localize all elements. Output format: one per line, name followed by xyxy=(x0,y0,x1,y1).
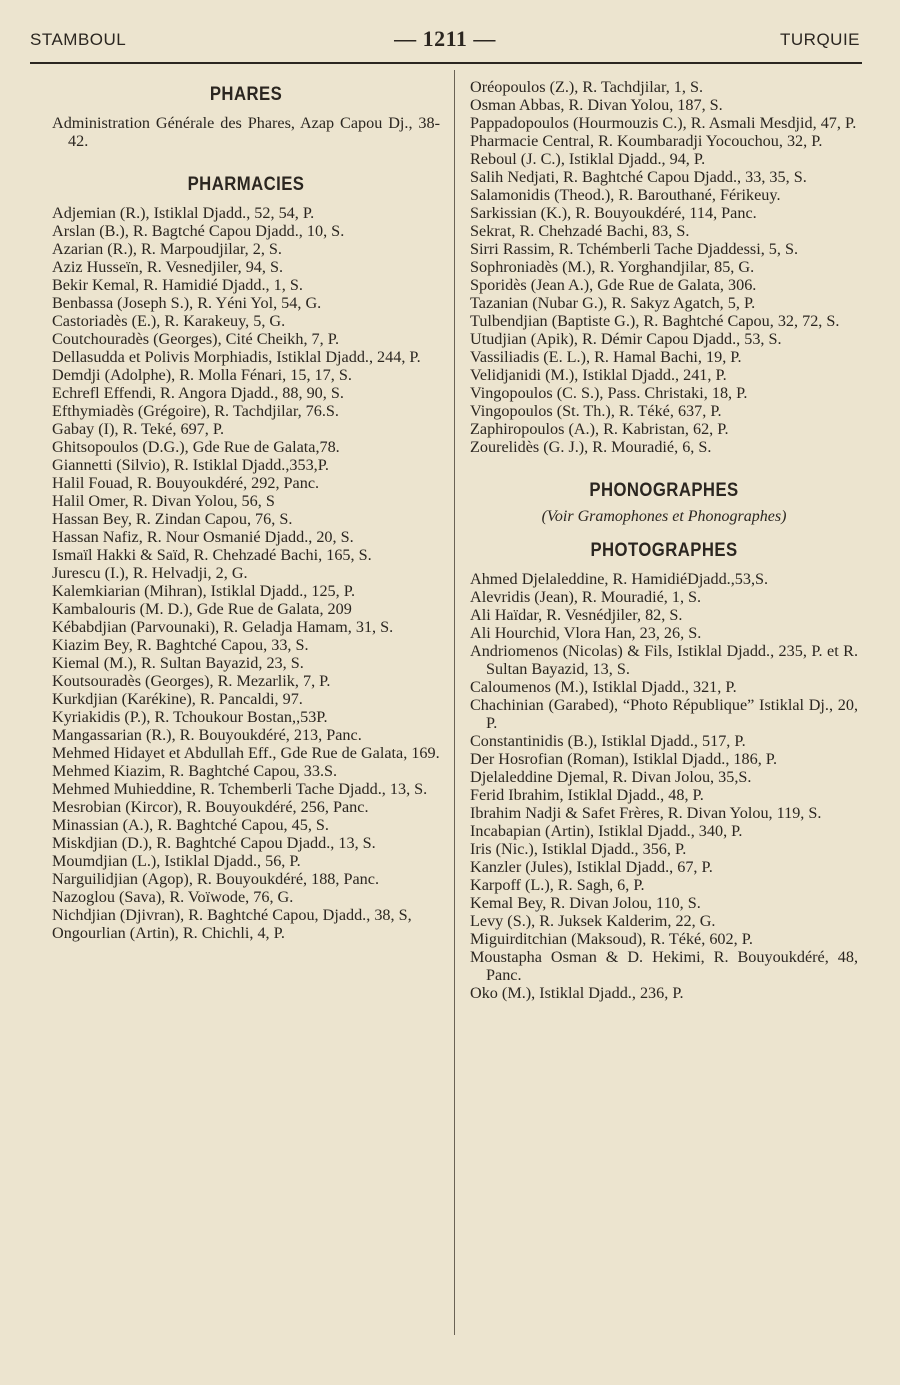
listing-entry: Iris (Nic.), Istiklal Djadd., 356, P. xyxy=(470,840,687,858)
phares-list xyxy=(52,114,440,150)
listing-entry: Nazoglou (Sava), R. Voïwode, 76, G. xyxy=(52,888,294,906)
listing-entry: Kambalouris (M. D.), Gde Rue de Galata, 209 xyxy=(52,600,352,618)
listing-entry: Dellasudda et Polivis Morphiadis, Istiklal Djadd., 244, P. xyxy=(52,348,421,366)
listing-entry: Sarkissian (K.), R. Bouyoukdéré, 114, Panc. xyxy=(470,204,757,222)
page-number: — 1211 — xyxy=(394,26,496,51)
listing-entry: Ferid Ibrahim, Istiklal Djadd., 48, P. xyxy=(470,786,704,804)
listing-entry: Administration Générale des Phares, Azap Capou Dj., 38-42. xyxy=(52,114,440,150)
listing-entry: Levy (S.), R. Juksek Kalderim, 22, G. xyxy=(470,912,716,930)
listing-entry: Reboul (J. C.), Istiklal Djadd., 94, P. xyxy=(470,150,706,168)
listing-entry: Mehmed Hidayet et Abdullah Eff., Gde Rue de Galata, 169. xyxy=(52,744,440,762)
listing-entry: Castoriadès (E.), R. Karakeuy, 5, G. xyxy=(52,312,286,330)
listing-entry: Osman Abbas, R. Divan Yolou, 187, S. xyxy=(470,96,723,114)
listing-entry: Aziz Husseïn, R. Vesnedjiler, 94, S. xyxy=(52,258,284,276)
listing-entry: Minassian (A.), R. Baghtché Capou, 45, S. xyxy=(52,816,329,834)
listing-entry: Moustapha Osman & D. Hekimi, R. Bouyoukdéré, 48, Panc. xyxy=(470,948,858,984)
listing-entry: Azarian (R.), R. Marpoudjilar, 2, S. xyxy=(52,240,282,258)
section-heading-photographes: PHOTOGRAPHES xyxy=(590,540,738,561)
listing-entry: Vassiliadis (E. L.), R. Hamal Bachi, 19, P. xyxy=(470,348,742,366)
running-head xyxy=(30,26,860,56)
listing-entry: Hassan Bey, R. Zindan Capou, 76, S. xyxy=(52,510,293,528)
listing-entry: Adjemian (R.), Istiklal Djadd., 52, 54, P. xyxy=(52,204,315,222)
listing-entry: Sophroniadès (M.), R. Yorghandjilar, 85, G. xyxy=(470,258,755,276)
listing-entry: Chachinian (Garabed), “Photo République” Istiklal Dj., 20, P. xyxy=(470,696,858,732)
listing-entry: Miguirditchian (Maksoud), R. Téké, 602, P. xyxy=(470,930,753,948)
listing-entry: Gabay (I), R. Teké, 697, P. xyxy=(52,420,225,438)
listing-entry: Salamonidis (Theod.), R. Barouthané, Férikeuy. xyxy=(470,186,781,204)
listing-entry: Pharmacie Central, R. Koumbaradji Yocouchou, 32, P. xyxy=(470,132,823,150)
listing-entry: Kalemkiarian (Mihran), Istiklal Djadd., 125, P. xyxy=(52,582,356,600)
listing-entry: Vingopoulos (St. Th.), R. Téké, 637, P. xyxy=(470,402,722,420)
listing-entry: Oko (M.), Istiklal Djadd., 236, P. xyxy=(470,984,684,1002)
listing-entry: Mangassarian (R.), R. Bouyoukdéré, 213, Panc. xyxy=(52,726,362,744)
listing-entry: Moumdjian (L.), Istiklal Djadd., 56, P. xyxy=(52,852,301,870)
listing-entry: Incabapian (Artin), Istiklal Djadd., 340, P. xyxy=(470,822,743,840)
section-heading-phares: PHARES xyxy=(209,84,283,105)
cross-reference-note: (Voir Gramophones et Phonographes) xyxy=(541,508,787,525)
listing-entry: Halil Omer, R. Divan Yolou, 56, S xyxy=(52,492,275,510)
listing-entry: Velidjanidi (M.), Istiklal Djadd., 241, P. xyxy=(470,366,727,384)
header-country: TURQUIE xyxy=(780,30,860,49)
listing-entry: Tulbendjian (Baptiste G.), R. Baghtché Capou, 32, 72, S. xyxy=(470,312,840,330)
left-column xyxy=(52,78,440,942)
listing-entry: Kanzler (Jules), Istiklal Djadd., 67, P. xyxy=(470,858,713,876)
listing-entry: Djelaleddine Djemal, R. Divan Jolou, 35,S. xyxy=(470,768,752,786)
listing-entry: Efthymiadès (Grégoire), R. Tachdjilar, 76.S. xyxy=(52,402,339,420)
listing-entry: Benbassa (Joseph S.), R. Yéni Yol, 54, G. xyxy=(52,294,322,312)
pharmacies-list xyxy=(52,204,440,942)
listing-entry: Jurescu (I.), R. Helvadji, 2, G. xyxy=(52,564,248,582)
pharmacies-continued-list xyxy=(470,78,858,456)
listing-entry: Nichdjian (Djivran), R. Baghtché Capou, Djadd., 38, S, xyxy=(52,906,412,924)
listing-entry: Sirri Rassim, R. Tchémberli Tache Djaddessi, 5, S. xyxy=(470,240,799,258)
listing-entry: Koutsouradès (Georges), R. Mezarlik, 7, P. xyxy=(52,672,331,690)
listing-entry: Vingopoulos (C. S.), Pass. Christaki, 18, P. xyxy=(470,384,748,402)
listing-entry: Kiazim Bey, R. Baghtché Capou, 33, S. xyxy=(52,636,309,654)
header-city: STAMBOUL xyxy=(30,30,127,49)
listing-entry: Bekir Kemal, R. Hamidié Djadd., 1, S. xyxy=(52,276,303,294)
listing-entry: Ali Haïdar, R. Vesnédjiler, 82, S. xyxy=(470,606,683,624)
header-rule xyxy=(30,62,862,64)
listing-entry: Tazanian (Nubar G.), R. Sakyz Agatch, 5, P. xyxy=(470,294,756,312)
listing-entry: Sekrat, R. Chehzadé Bachi, 83, S. xyxy=(470,222,690,240)
listing-entry: Caloumenos (M.), Istiklal Djadd., 321, P. xyxy=(470,678,737,696)
listing-entry: Andriomenos (Nicolas) & Fils, Istiklal Djadd., 235, P. et R. Sultan Bayazid, 13, S. xyxy=(470,642,858,678)
listing-entry: Ahmed Djelaleddine, R. HamidiéDjadd.,53,S. xyxy=(470,570,769,588)
photographes-list xyxy=(470,570,858,1002)
listing-entry: Constantinidis (B.), Istiklal Djadd., 517, P. xyxy=(470,732,746,750)
section-heading-phonographes: PHONOGRAPHES xyxy=(589,480,739,501)
listing-entry: Arslan (B.), R. Bagtché Capou Djadd., 10, S. xyxy=(52,222,345,240)
listing-entry: Coutchouradès (Georges), Cité Cheikh, 7, P. xyxy=(52,330,339,348)
listing-entry: Karpoff (L.), R. Sagh, 6, P. xyxy=(470,876,645,894)
listing-entry: Demdji (Adolphe), R. Molla Fénari, 15, 17, S. xyxy=(52,366,352,384)
listing-entry: Ibrahim Nadji & Safet Frères, R. Divan Yolou, 119, S. xyxy=(470,804,822,822)
listing-entry: Ali Hourchid, Vlora Han, 23, 26, S. xyxy=(470,624,702,642)
right-column xyxy=(470,78,858,1002)
listing-entry: Alevridis (Jean), R. Mouradié, 1, S. xyxy=(470,588,702,606)
listing-entry: Hassan Nafiz, R. Nour Osmanié Djadd., 20, S. xyxy=(52,528,354,546)
listing-entry: Zourelidès (G. J.), R. Mouradié, 6, S. xyxy=(470,438,712,456)
listing-entry: Kyriakidis (P.), R. Tchoukour Bostan,,53P. xyxy=(52,708,328,726)
listing-entry: Oréopoulos (Z.), R. Tachdjilar, 1, S. xyxy=(470,78,704,96)
section-heading-pharmacies: PHARMACIES xyxy=(187,174,305,195)
listing-entry: Sporidès (Jean A.), Gde Rue de Galata, 306. xyxy=(470,276,757,294)
listing-entry: Miskdjian (D.), R. Baghtché Capou Djadd., 13, S. xyxy=(52,834,376,852)
listing-entry: Kemal Bey, R. Divan Jolou, 110, S. xyxy=(470,894,701,912)
listing-entry: Salih Nedjati, R. Baghtché Capou Djadd., 33, 35, S. xyxy=(470,168,807,186)
listing-entry: Der Hosrofian (Roman), Istiklal Djadd., 186, P. xyxy=(470,750,778,768)
listing-entry: Halil Fouad, R. Bouyoukdéré, 292, Panc. xyxy=(52,474,320,492)
listing-entry: Giannetti (Silvio), R. Istiklal Djadd.,353,P. xyxy=(52,456,329,474)
listing-entry: Narguilidjian (Agop), R. Bouyoukdéré, 188, Panc. xyxy=(52,870,379,888)
listing-entry: Kiemal (M.), R. Sultan Bayazid, 23, S. xyxy=(52,654,304,672)
listing-entry: Ghitsopoulos (D.G.), Gde Rue de Galata,78. xyxy=(52,438,340,456)
listing-entry: Ongourlian (Artin), R. Chichli, 4, P. xyxy=(52,924,285,942)
listing-entry: Mehmed Muhieddine, R. Tchemberli Tache Djadd., 13, S. xyxy=(52,780,428,798)
listing-entry: Utudjian (Apik), R. Démir Capou Djadd., 53, S. xyxy=(470,330,782,348)
listing-entry: Echrefl Effendi, R. Angora Djadd., 88, 90, S. xyxy=(52,384,344,402)
listing-entry: Mesrobian (Kircor), R. Bouyoukdéré, 256, Panc. xyxy=(52,798,369,816)
column-divider xyxy=(454,70,455,1335)
listing-entry: Kurkdjian (Karékine), R. Pancaldi, 97. xyxy=(52,690,303,708)
listing-entry: Ismaïl Hakki & Saïd, R. Chehzadé Bachi, 165, S. xyxy=(52,546,372,564)
listing-entry: Mehmed Kiazim, R. Baghtché Capou, 33.S. xyxy=(52,762,338,780)
listing-entry: Pappadopoulos (Hourmouzis C.), R. Asmali Mesdjid, 47, P. xyxy=(470,114,857,132)
listing-entry: Zaphiropoulos (A.), R. Kabristan, 62, P. xyxy=(470,420,729,438)
listing-entry: Kébabdjian (Parvounaki), R. Geladja Hamam, 31, S. xyxy=(52,618,394,636)
